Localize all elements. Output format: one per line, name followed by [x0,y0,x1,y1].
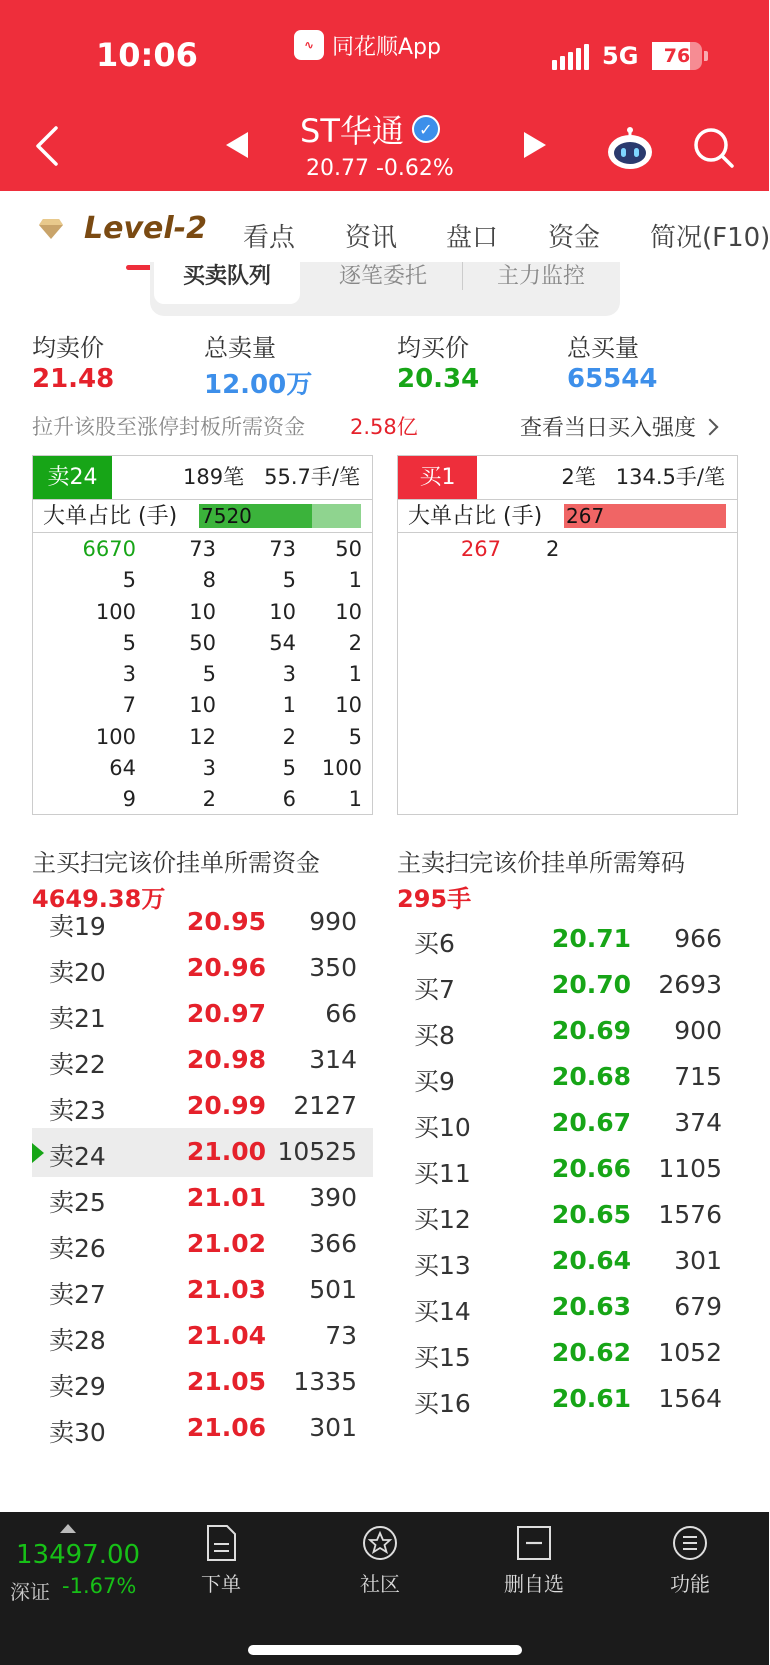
sell-queue-avg: 55.7手/笔 [264,465,360,489]
next-stock-arrow-icon[interactable] [524,132,546,158]
level-name: 卖26 [49,1234,106,1263]
tab-orderbook[interactable]: 盘口 [446,223,499,253]
sell-queue-cell: 100 [321,756,362,781]
sell-queue-cell: 73 [189,537,216,561]
buy-ratio-bar [564,504,726,528]
caret-up-icon[interactable] [60,1524,76,1533]
sell-sweep-value: 295手 [397,885,472,913]
buy-queue-cell: 2 [546,537,560,561]
minus-box-icon [515,1524,553,1562]
level-volume: 2127 [293,1091,357,1120]
sell-queue-panel [32,455,373,815]
community-star-icon [361,1524,399,1562]
buy-queue-count: 2笔 [561,465,596,489]
level-volume: 1105 [658,1154,722,1183]
sell-ratio-value: 7520 [201,504,252,528]
level-price: 21.05 [186,1367,266,1396]
level-volume: 966 [674,924,722,953]
level-volume: 10525 [277,1137,357,1166]
level-price: 21.00 [186,1137,266,1166]
sell-queue-row [33,596,372,627]
sell-queue-info [183,456,360,499]
segment-main-monitor[interactable]: 主力监控 [496,264,585,289]
buy-queue-info [561,456,725,499]
level-price: 21.04 [186,1321,266,1350]
buy-intensity-label: 查看当日买入强度 [520,416,697,441]
level-price: 20.68 [551,1062,631,1091]
level-price: 20.65 [551,1200,631,1229]
level-name: 卖20 [49,958,106,987]
buy-queue-avg: 134.5手/笔 [615,465,725,489]
level-price: 20.64 [551,1246,631,1275]
level-name: 买11 [414,1159,471,1188]
stock-change: -0.62% [375,156,454,181]
sell-queue-grid [33,533,372,815]
sell-queue-cell: 3 [282,662,296,687]
buy-book-row[interactable] [397,1191,738,1240]
index-name: 深证 [10,1580,50,1604]
buy-intensity-link[interactable] [520,411,716,442]
level-price: 20.97 [186,999,266,1028]
level-name: 买14 [414,1297,471,1326]
level-price: 21.01 [186,1183,266,1212]
level-volume: 301 [674,1246,722,1275]
sell-queue-row [33,752,372,783]
queue-segment-control [150,262,620,316]
sell-queue-cell: 64 [109,756,136,781]
remove-watchlist-button[interactable] [489,1524,579,1597]
tab-level2[interactable] [38,211,207,246]
sell-queue-cell: 1 [348,787,362,812]
sell-queue-cell: 10 [335,599,362,624]
order-label: 下单 [201,1572,241,1596]
level-price: 20.95 [186,907,266,936]
buy-queue-panel [397,455,738,815]
total-sell-label: 总卖量 [204,334,276,362]
sell-queue-row [33,689,372,720]
level-price: 20.96 [186,953,266,982]
chevron-right-icon [702,418,719,435]
sell-queue-cell: 3 [202,756,216,781]
total-buy-label: 总买量 [567,334,639,362]
level-name: 买15 [414,1343,471,1372]
sell-queue-cell: 54 [269,630,296,655]
sell-queue-cell: 73 [269,537,296,561]
index-value[interactable]: 13497.00 [16,1540,141,1570]
total-buy-value: 65544 [567,364,658,394]
verified-check-icon: ✓ [412,115,440,143]
sell-book-row[interactable] [32,1174,373,1223]
order-button[interactable] [176,1524,266,1597]
level-name: 卖25 [49,1188,106,1217]
level-price: 20.63 [551,1292,631,1321]
buy-queue-row [398,533,737,564]
buy-book-row[interactable] [397,1007,738,1056]
sell-queue-count: 189笔 [183,465,245,489]
sell-queue-cell: 10 [189,693,216,718]
sell-queue-cell: 1 [348,662,362,687]
sell-queue-row [33,627,372,658]
buy-queue-tag: 买1 [398,456,477,499]
home-indicator[interactable] [248,1645,522,1655]
level-name: 卖28 [49,1326,106,1355]
level-name: 买9 [414,1067,455,1096]
sell-queue-cell: 10 [335,693,362,718]
remove-watchlist-label: 删自选 [504,1572,564,1596]
sell-queue-row [33,658,372,689]
level-volume: 501 [309,1275,357,1304]
level-volume: 2693 [658,970,722,999]
sell-sweep-title: 主卖扫完该价挂单所需筹码 [397,849,685,877]
sell-queue-cell: 2 [282,724,296,749]
sell-book-row[interactable] [32,990,373,1039]
level-volume: 1335 [293,1367,357,1396]
sell-queue-cell: 10 [189,599,216,624]
avg-buy-value: 20.34 [397,364,480,394]
level-volume: 73 [325,1321,357,1350]
functions-button[interactable] [645,1524,735,1597]
buy-book-row[interactable] [397,1237,738,1286]
sell-ratio-label: 大单占比 (手) [43,504,178,529]
level-volume: 990 [309,907,357,936]
sell-queue-row [33,533,372,564]
buy-book-row[interactable] [397,915,738,964]
sell-queue-cell: 2 [202,787,216,812]
segment-buy-sell-queue[interactable]: 买卖队列 [154,254,300,304]
avg-buy-label: 均买价 [397,334,469,362]
prev-stock-arrow-icon[interactable] [226,132,248,158]
sell-book-row[interactable] [32,1312,373,1361]
level-price: 20.69 [551,1016,631,1045]
status-time: 10:06 [96,36,198,74]
community-button[interactable] [335,1524,425,1597]
level-volume: 66 [325,999,357,1028]
index-change: -1.67% [62,1574,137,1598]
sell-queue-cell: 8 [202,568,216,593]
level-volume: 900 [674,1016,722,1045]
sell-book-row[interactable] [32,1266,373,1315]
level-name: 卖19 [49,912,106,941]
buy-book-row[interactable] [397,1053,738,1102]
level-name: 买7 [414,975,455,1004]
stock-title[interactable] [300,106,440,152]
header-bar [0,0,769,191]
buy-sweep-value: 4649.38万 [32,885,166,913]
sell-queue-cell: 5 [202,662,216,687]
sell-queue-cell: 1 [282,693,296,718]
level-name: 卖23 [49,1096,106,1125]
buy-queue-header [398,456,737,500]
level-price: 21.03 [186,1275,266,1304]
buy-book-row[interactable] [397,1375,738,1424]
sell-queue-cell: 10 [269,599,296,624]
sell-queue-row [33,783,372,814]
sell-queue-cell: 1 [348,568,362,593]
level-price: 20.70 [551,970,631,999]
robot-assistant-icon[interactable] [606,126,654,170]
limit-up-capital-value: 2.58亿 [350,415,418,439]
total-sell-value: 12.00万 [204,370,313,400]
avg-sell-value: 21.48 [32,364,115,394]
buy-large-order-ratio [398,500,737,533]
sell-book-row[interactable] [32,944,373,993]
sell-book-row[interactable] [32,1358,373,1407]
buy-book-row[interactable] [397,1329,738,1378]
buy-book-row[interactable] [397,961,738,1010]
level-price: 21.06 [186,1413,266,1442]
sell-book-row[interactable] [32,1082,373,1131]
menu-icon [671,1524,709,1562]
community-label: 社区 [360,1572,400,1596]
battery-tip [704,51,708,61]
limit-up-capital-label: 拉升该股至涨停封板所需资金 [32,415,305,439]
sell-queue-cell: 5 [122,630,136,655]
battery-level: 76 [663,45,691,67]
level-price: 20.71 [551,924,631,953]
level-price: 20.98 [186,1045,266,1074]
sell-queue-cell: 3 [122,662,136,687]
bottom-toolbar [0,1512,769,1665]
buy-queue-grid [398,533,737,564]
level-name: 买8 [414,1021,455,1050]
level-price: 20.61 [551,1384,631,1413]
level-name: 买10 [414,1113,471,1142]
level-volume: 1564 [658,1384,722,1413]
level-name: 卖24 [49,1142,106,1171]
search-icon[interactable] [692,126,736,170]
segment-divider [462,262,463,290]
sell-queue-header [33,456,372,500]
segment-tick-orders[interactable]: 逐笔委托 [338,264,427,289]
level-price: 20.99 [186,1091,266,1120]
sell-book-row[interactable] [32,1036,373,1085]
level-name: 卖29 [49,1372,106,1401]
sell-queue-cell: 100 [95,599,136,624]
sell-book-row[interactable] [32,898,373,947]
tab-profile[interactable]: 简况(F10) [650,223,770,253]
sell-queue-row [33,564,372,595]
level-volume: 301 [309,1413,357,1442]
level-name: 买6 [414,929,455,958]
level-price: 21.02 [186,1229,266,1258]
buy-queue-cell: 267 [460,537,501,561]
avg-sell-label: 均卖价 [32,334,104,362]
battery-icon [652,42,702,70]
sell-queue-cell: 2 [348,630,362,655]
sell-queue-cell: 6670 [82,537,136,561]
level-name: 卖30 [49,1418,106,1447]
level-name: 买16 [414,1389,471,1418]
sell-book-row[interactable] [32,1404,373,1453]
sell-queue-cell: 100 [95,724,136,749]
level-volume: 1052 [658,1338,722,1367]
back-arrow-icon[interactable] [30,124,66,168]
tab-news[interactable]: 资讯 [345,223,398,253]
level-volume: 350 [309,953,357,982]
buy-book-row[interactable] [397,1283,738,1332]
sell-queue-tag: 卖24 [33,456,112,499]
level-name: 买13 [414,1251,471,1280]
sell-queue-cell: 50 [189,630,216,655]
tab-highlights[interactable]: 看点 [243,223,296,253]
sell-ratio-bar [199,504,361,528]
sell-order-book[interactable] [32,907,373,1508]
stock-name: ST华通 [300,112,404,150]
level-volume: 390 [309,1183,357,1212]
functions-label: 功能 [670,1572,710,1596]
stock-quote [306,156,454,181]
app-badge [294,28,441,62]
level-price: 20.67 [551,1108,631,1137]
level-name: 卖21 [49,1004,106,1033]
sell-book-row[interactable] [32,1220,373,1269]
sell-queue-row [33,721,372,752]
sell-queue-cell: 5 [122,568,136,593]
sell-queue-cell: 6 [282,787,296,812]
level-name: 买12 [414,1205,471,1234]
buy-ratio-label: 大单占比 (手) [408,504,543,529]
diamond-icon [38,218,64,240]
app-name: 同花顺App [332,34,441,60]
level-price: 20.62 [551,1338,631,1367]
level-price: 20.66 [551,1154,631,1183]
level-volume: 314 [309,1045,357,1074]
sell-book-row[interactable] [32,1128,373,1177]
sell-queue-cell: 5 [348,724,362,749]
sell-queue-cell: 7 [122,693,136,718]
buy-book-row[interactable] [397,1145,738,1194]
buy-sweep-title: 主买扫完该价挂单所需资金 [32,849,320,877]
level-volume: 715 [674,1062,722,1091]
app-logo-icon: ∿ [294,30,324,60]
level-name: 卖22 [49,1050,106,1079]
tab-funds[interactable]: 资金 [548,223,601,253]
sell-queue-cell: 12 [189,724,216,749]
level-volume: 366 [309,1229,357,1258]
sell-queue-cell: 50 [335,537,362,561]
sell-queue-cell: 9 [122,787,136,812]
signal-icon [552,44,589,70]
buy-ratio-value: 267 [566,504,605,528]
level-volume: 374 [674,1108,722,1137]
buy-book-row[interactable] [397,1099,738,1148]
sell-queue-cell: 5 [282,568,296,593]
network-label: 5G [602,42,639,70]
stock-price: 20.77 [306,156,369,181]
level-volume: 679 [674,1292,722,1321]
level-name: 卖27 [49,1280,106,1309]
document-icon [203,1524,239,1562]
level-volume: 1576 [658,1200,722,1229]
sell-large-order-ratio [33,500,372,533]
buy-order-book[interactable] [397,924,738,1508]
tab-level2-label: Level-2 [84,211,207,246]
sell-queue-cell: 5 [282,756,296,781]
